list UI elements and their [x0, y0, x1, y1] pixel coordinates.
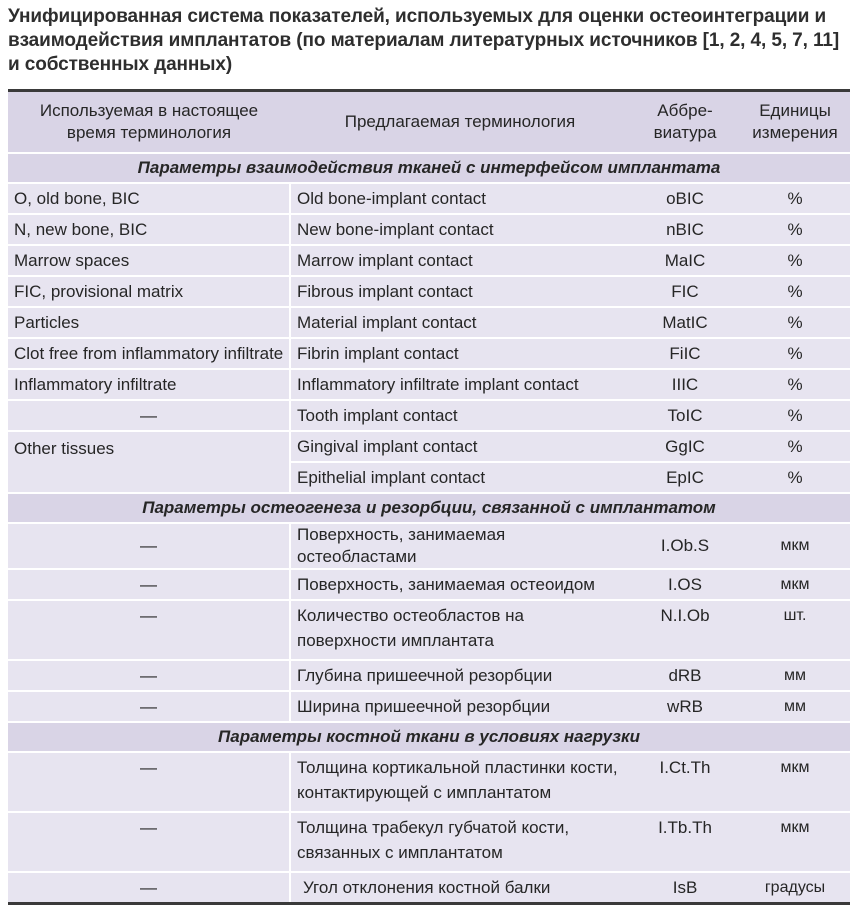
cell-current: FIC, provisional matrix [8, 276, 290, 307]
cell-proposed: Inflammatory infiltrate implant contact [290, 369, 630, 400]
cell-abbr: IsB [630, 872, 740, 904]
cell-unit: % [740, 431, 850, 462]
table-row [8, 400, 850, 431]
cell-unit: мкм [740, 523, 850, 569]
cell-abbr: MaIC [630, 245, 740, 276]
cell-unit: мм [740, 691, 850, 722]
header-current-terminology: Используемая в настоящее время терминология [8, 91, 290, 154]
cell-current: Other tissues [8, 431, 290, 493]
cell-current: — [8, 752, 290, 812]
cell-abbr: FiIC [630, 338, 740, 369]
cell-unit: % [740, 307, 850, 338]
cell-abbr: FIC [630, 276, 740, 307]
cell-current: — [8, 569, 290, 600]
cell-current: — [8, 400, 290, 431]
table-caption: Унифицированная система показателей, используемых для оценки остеоинтеграции и взаимодействия имплантатов (по материалам литературных источников [1, 2, 4, 5, 7, 11] и собственных данных) [8, 6, 840, 75]
cell-proposed: Глубина пришеечной резорбции [290, 660, 630, 691]
table-row [8, 431, 850, 462]
cell-unit: шт. [740, 600, 850, 660]
cell-unit: % [740, 214, 850, 245]
cell-abbr: I.Tb.Th [630, 812, 740, 872]
table-row [8, 276, 850, 307]
cell-unit: % [740, 400, 850, 431]
cell-abbr: wRB [630, 691, 740, 722]
cell-unit: % [740, 369, 850, 400]
table-row [8, 369, 850, 400]
table-row [8, 183, 850, 214]
cell-current: N, new bone, BIC [8, 214, 290, 245]
table-row [8, 752, 850, 812]
cell-abbr: MatIC [630, 307, 740, 338]
table-row [8, 338, 850, 369]
table-row [8, 872, 850, 904]
cell-unit: % [740, 462, 850, 493]
cell-unit: % [740, 183, 850, 214]
table-row [8, 600, 850, 660]
cell-proposed: Поверхность, занимаемая остеоидом [290, 569, 630, 600]
cell-unit: градусы [740, 872, 850, 904]
cell-proposed: Угол отклонения костной балки [290, 872, 630, 904]
cell-current: Particles [8, 307, 290, 338]
section-title: Параметры взаимодействия тканей с интерфейсом имплантата [8, 153, 850, 183]
cell-proposed: Fibrous implant contact [290, 276, 630, 307]
header-abbreviation: Аббре- виатура [630, 91, 740, 154]
cell-proposed: Gingival implant contact [290, 431, 630, 462]
cell-current: — [8, 660, 290, 691]
cell-proposed: Old bone-implant contact [290, 183, 630, 214]
cell-abbr: oBIC [630, 183, 740, 214]
cell-proposed: Marrow implant contact [290, 245, 630, 276]
section-title: Параметры костной ткани в условиях нагрузки [8, 722, 850, 752]
cell-unit: мм [740, 660, 850, 691]
section-header-row [8, 153, 850, 183]
cell-current: Inflammatory infiltrate [8, 369, 290, 400]
cell-current: — [8, 872, 290, 904]
cell-current: — [8, 812, 290, 872]
cell-abbr: I.Ob.S [630, 523, 740, 569]
table-row [8, 812, 850, 872]
cell-current: Clot free from inflammatory infiltrate [8, 338, 290, 369]
table-row [8, 214, 850, 245]
cell-unit: % [740, 276, 850, 307]
table-row [8, 569, 850, 600]
cell-abbr: I.OS [630, 569, 740, 600]
header-units: Единицы измерения [740, 91, 850, 154]
section-header-row [8, 493, 850, 523]
table-row [8, 660, 850, 691]
cell-abbr: dRB [630, 660, 740, 691]
cell-abbr: nBIC [630, 214, 740, 245]
cell-proposed: New bone-implant contact [290, 214, 630, 245]
cell-current: — [8, 523, 290, 569]
table-header-row [8, 91, 850, 154]
cell-abbr: I.Ct.Th [630, 752, 740, 812]
cell-unit: мкм [740, 569, 850, 600]
cell-unit: % [740, 245, 850, 276]
cell-current: — [8, 600, 290, 660]
cell-proposed: Fibrin implant contact [290, 338, 630, 369]
cell-abbr: N.I.Ob [630, 600, 740, 660]
section-header-row [8, 722, 850, 752]
cell-proposed: Ширина пришеечной резорбции [290, 691, 630, 722]
cell-current: — [8, 691, 290, 722]
cell-proposed: Количество остеобластов на поверхности имплантата [290, 600, 630, 660]
cell-abbr: IIIC [630, 369, 740, 400]
cell-abbr: EpIC [630, 462, 740, 493]
cell-current: Marrow spaces [8, 245, 290, 276]
table-row [8, 307, 850, 338]
cell-proposed: Толщина трабекул губчатой кости, связанных с имплантатом [290, 812, 630, 872]
cell-proposed: Толщина кортикальной пластинки кости, контактирующей с имплантатом [290, 752, 630, 812]
section-title: Параметры остеогенеза и резорбции, связанной с имплантатом [8, 493, 850, 523]
cell-proposed: Material implant contact [290, 307, 630, 338]
table-row [8, 245, 850, 276]
cell-proposed: Tooth implant contact [290, 400, 630, 431]
header-proposed-terminology: Предлагаемая терминология [290, 91, 630, 154]
cell-abbr: GgIC [630, 431, 740, 462]
cell-unit: % [740, 338, 850, 369]
cell-proposed: Epithelial implant contact [290, 462, 630, 493]
cell-unit: мкм [740, 812, 850, 872]
cell-abbr: ToIC [630, 400, 740, 431]
terminology-table [8, 89, 850, 905]
cell-unit: мкм [740, 752, 850, 812]
cell-current: O, old bone, BIC [8, 183, 290, 214]
cell-proposed: Поверхность, занимаемая остеобластами [290, 523, 630, 569]
table-row [8, 691, 850, 722]
table-row [8, 523, 850, 569]
